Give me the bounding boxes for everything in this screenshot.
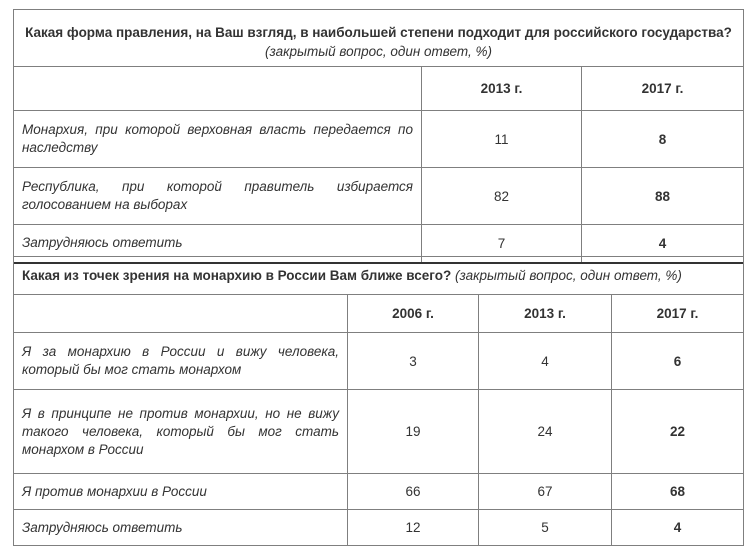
table-title xyxy=(14,257,744,295)
question-text: Какая из точек зрения на монархию в России Вам ближе всего? xyxy=(22,267,452,283)
table-row xyxy=(14,333,744,390)
value-2013: 24 xyxy=(479,390,612,474)
table-row xyxy=(14,111,744,168)
row-label: Затрудняюсь ответить xyxy=(14,225,422,263)
value-2013: 11 xyxy=(422,111,582,168)
value-2006: 12 xyxy=(348,510,479,546)
value-2006: 66 xyxy=(348,474,479,510)
table-form-of-government xyxy=(13,9,744,264)
value-2017: 22 xyxy=(612,390,744,474)
row-label: Монархия, при которой верховная власть передается по наследству xyxy=(14,111,422,168)
value-2006: 3 xyxy=(348,333,479,390)
column-header-2017: 2017 г. xyxy=(612,295,744,333)
header-empty-cell xyxy=(14,67,422,111)
row-label: Затрудняюсь ответить xyxy=(14,510,348,546)
question-text: Какая форма правления, на Ваш взгляд, в наибольшей степени подходит для российского государства? xyxy=(25,24,732,40)
value-2013: 5 xyxy=(479,510,612,546)
value-2017: 88 xyxy=(582,168,744,225)
question-note: (закрытый вопрос, один ответ, %) xyxy=(265,43,492,59)
question-note: (закрытый вопрос, один ответ, %) xyxy=(454,267,682,283)
header-row xyxy=(14,295,744,333)
column-header-2017: 2017 г. xyxy=(582,67,744,111)
column-header-2013: 2013 г. xyxy=(479,295,612,333)
value-2013: 82 xyxy=(422,168,582,225)
table-title xyxy=(14,10,744,67)
table-views-on-monarchy xyxy=(13,256,744,546)
row-label: Я за монархию в России и вижу человека, который бы мог стать монархом xyxy=(14,333,348,390)
value-2017: 8 xyxy=(582,111,744,168)
value-2017: 68 xyxy=(612,474,744,510)
value-2017: 6 xyxy=(612,333,744,390)
table-row xyxy=(14,510,744,546)
value-2013: 7 xyxy=(422,225,582,263)
column-header-2006: 2006 г. xyxy=(348,295,479,333)
table-row xyxy=(14,390,744,474)
table-row xyxy=(14,474,744,510)
header-row xyxy=(14,67,744,111)
value-2017: 4 xyxy=(612,510,744,546)
value-2013: 67 xyxy=(479,474,612,510)
column-header-2013: 2013 г. xyxy=(422,67,582,111)
value-2006: 19 xyxy=(348,390,479,474)
table-row xyxy=(14,168,744,225)
value-2017: 4 xyxy=(582,225,744,263)
row-label: Республика, при которой правитель избирается голосованием на выборах xyxy=(14,168,422,225)
value-2013: 4 xyxy=(479,333,612,390)
row-label: Я против монархии в России xyxy=(14,474,348,510)
header-empty-cell xyxy=(14,295,348,333)
row-label: Я в принципе не против монархии, но не вижу такого человека, который бы мог стать монархом в России xyxy=(14,390,348,474)
